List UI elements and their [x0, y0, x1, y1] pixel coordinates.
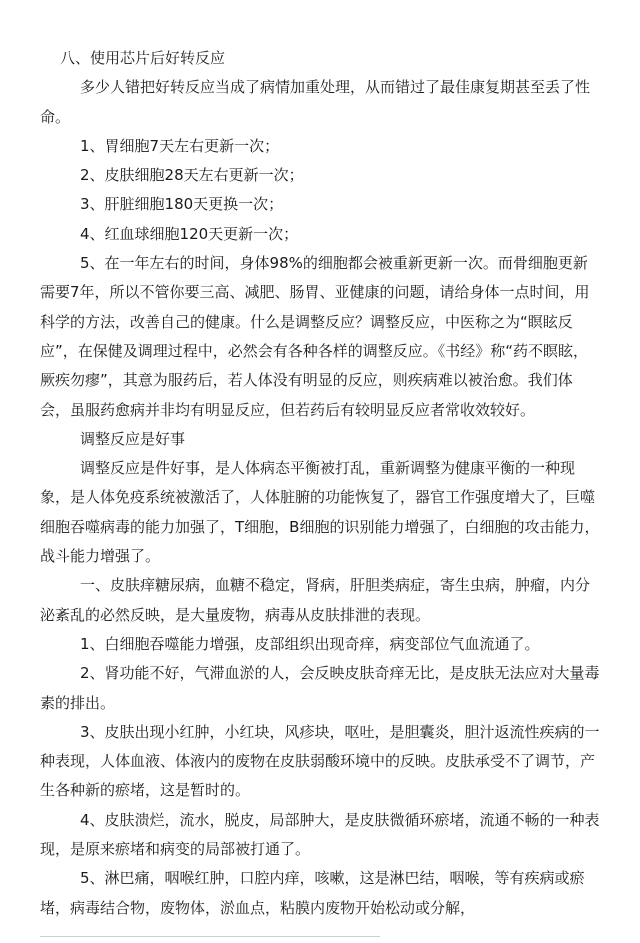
bottom-divider [40, 936, 380, 937]
reaction-item: 4、皮肤溃烂，流水，脱皮，局部肿大，是皮肤微循环瘀堵，流通不畅的一种表现，是原来瘀堵和病变的局部被打通了。 [40, 810, 600, 859]
body-paragraph: 调整反应是件好事，是人体病态平衡被打乱，重新调整为健康平衡的一种现象，是人体免疫系统被激活了，人体脏腑的功能恢复了，器官工作强度增大了，巨噬细胞吞噬病毒的能力加强了，T细胞，B细胞的识别能力增强了，白细胞的攻击能力，战斗能力增强了。 [40, 459, 600, 566]
renewal-item: 3、肝脏细胞180天更换一次； [80, 195, 284, 214]
intro-paragraph: 多少人错把好转反应当成了病情加重处理，从而错过了最佳康复期甚至丢了性命。 [40, 78, 591, 126]
section-title: 八、使用芯片后好转反应 [60, 49, 226, 67]
renewal-item: 1、胃细胞7天左右更新一次； [80, 136, 280, 155]
reaction-item: 1、白细胞吞噬能力增强，皮部组织出现奇痒，病变部位气血流通了。 [80, 634, 540, 653]
reaction-item: 2、肾功能不好，气滞血淤的人，会反映皮肤奇痒无比，是皮肤无法应对大量毒素的排出。 [40, 664, 600, 712]
renewal-item: 4、红血球细胞120天更新一次； [80, 224, 299, 243]
section-one-paragraph: 一、皮肤痒糖尿病，血糖不稳定，肾病，肝胆类病症，寄生虫病，肿瘤，内分泌紊乱的必然反映，是大量废物，病毒从皮肤排泄的表现。 [40, 576, 591, 624]
renewal-item: 5、在一年左右的时间，身体98%的细胞都会被重新更新一次。而骨细胞更新需要7年，所以不管你要三高、减肥、肠胃、亚健康的问题，请给身体一点时间，用科学的方法，改善自己的健康。什么是调整反应？调整反应，中医称之为“瞑眩反应”，在保健及调理过程中，必然会有各种各样的调整反应。《书经》称“药不瞑眩，厥疾勿瘳”，其意为服药后，若人体没有明显的反应，则疾病难以被治愈。我们体会，虽服药愈病并非均有明显反应，但若药后有较明显反应者常收效较好。 [40, 254, 590, 419]
subheading: 调整反应是好事 [80, 429, 186, 448]
reaction-item: 5、淋巴痛，咽喉红肿，口腔内痒，咳嗽，这是淋巴结，咽喉，等有疾病或瘀堵，病毒结合物，废物体，淤血点，粘膜内废物开始松动或分解， [40, 869, 585, 917]
reaction-item: 3、皮肤出现小红肿，小红块，风疹块，呕吐，是胆囊炎，胆汁返流性疾病的一种表现，人体血液、体液内的废物在皮肤弱酸环境中的反映。皮肤承受不了调节，产生各种新的瘀堵，这是暂时的。 [40, 722, 600, 800]
renewal-item: 2、皮肤细胞28天左右更新一次； [80, 166, 304, 185]
